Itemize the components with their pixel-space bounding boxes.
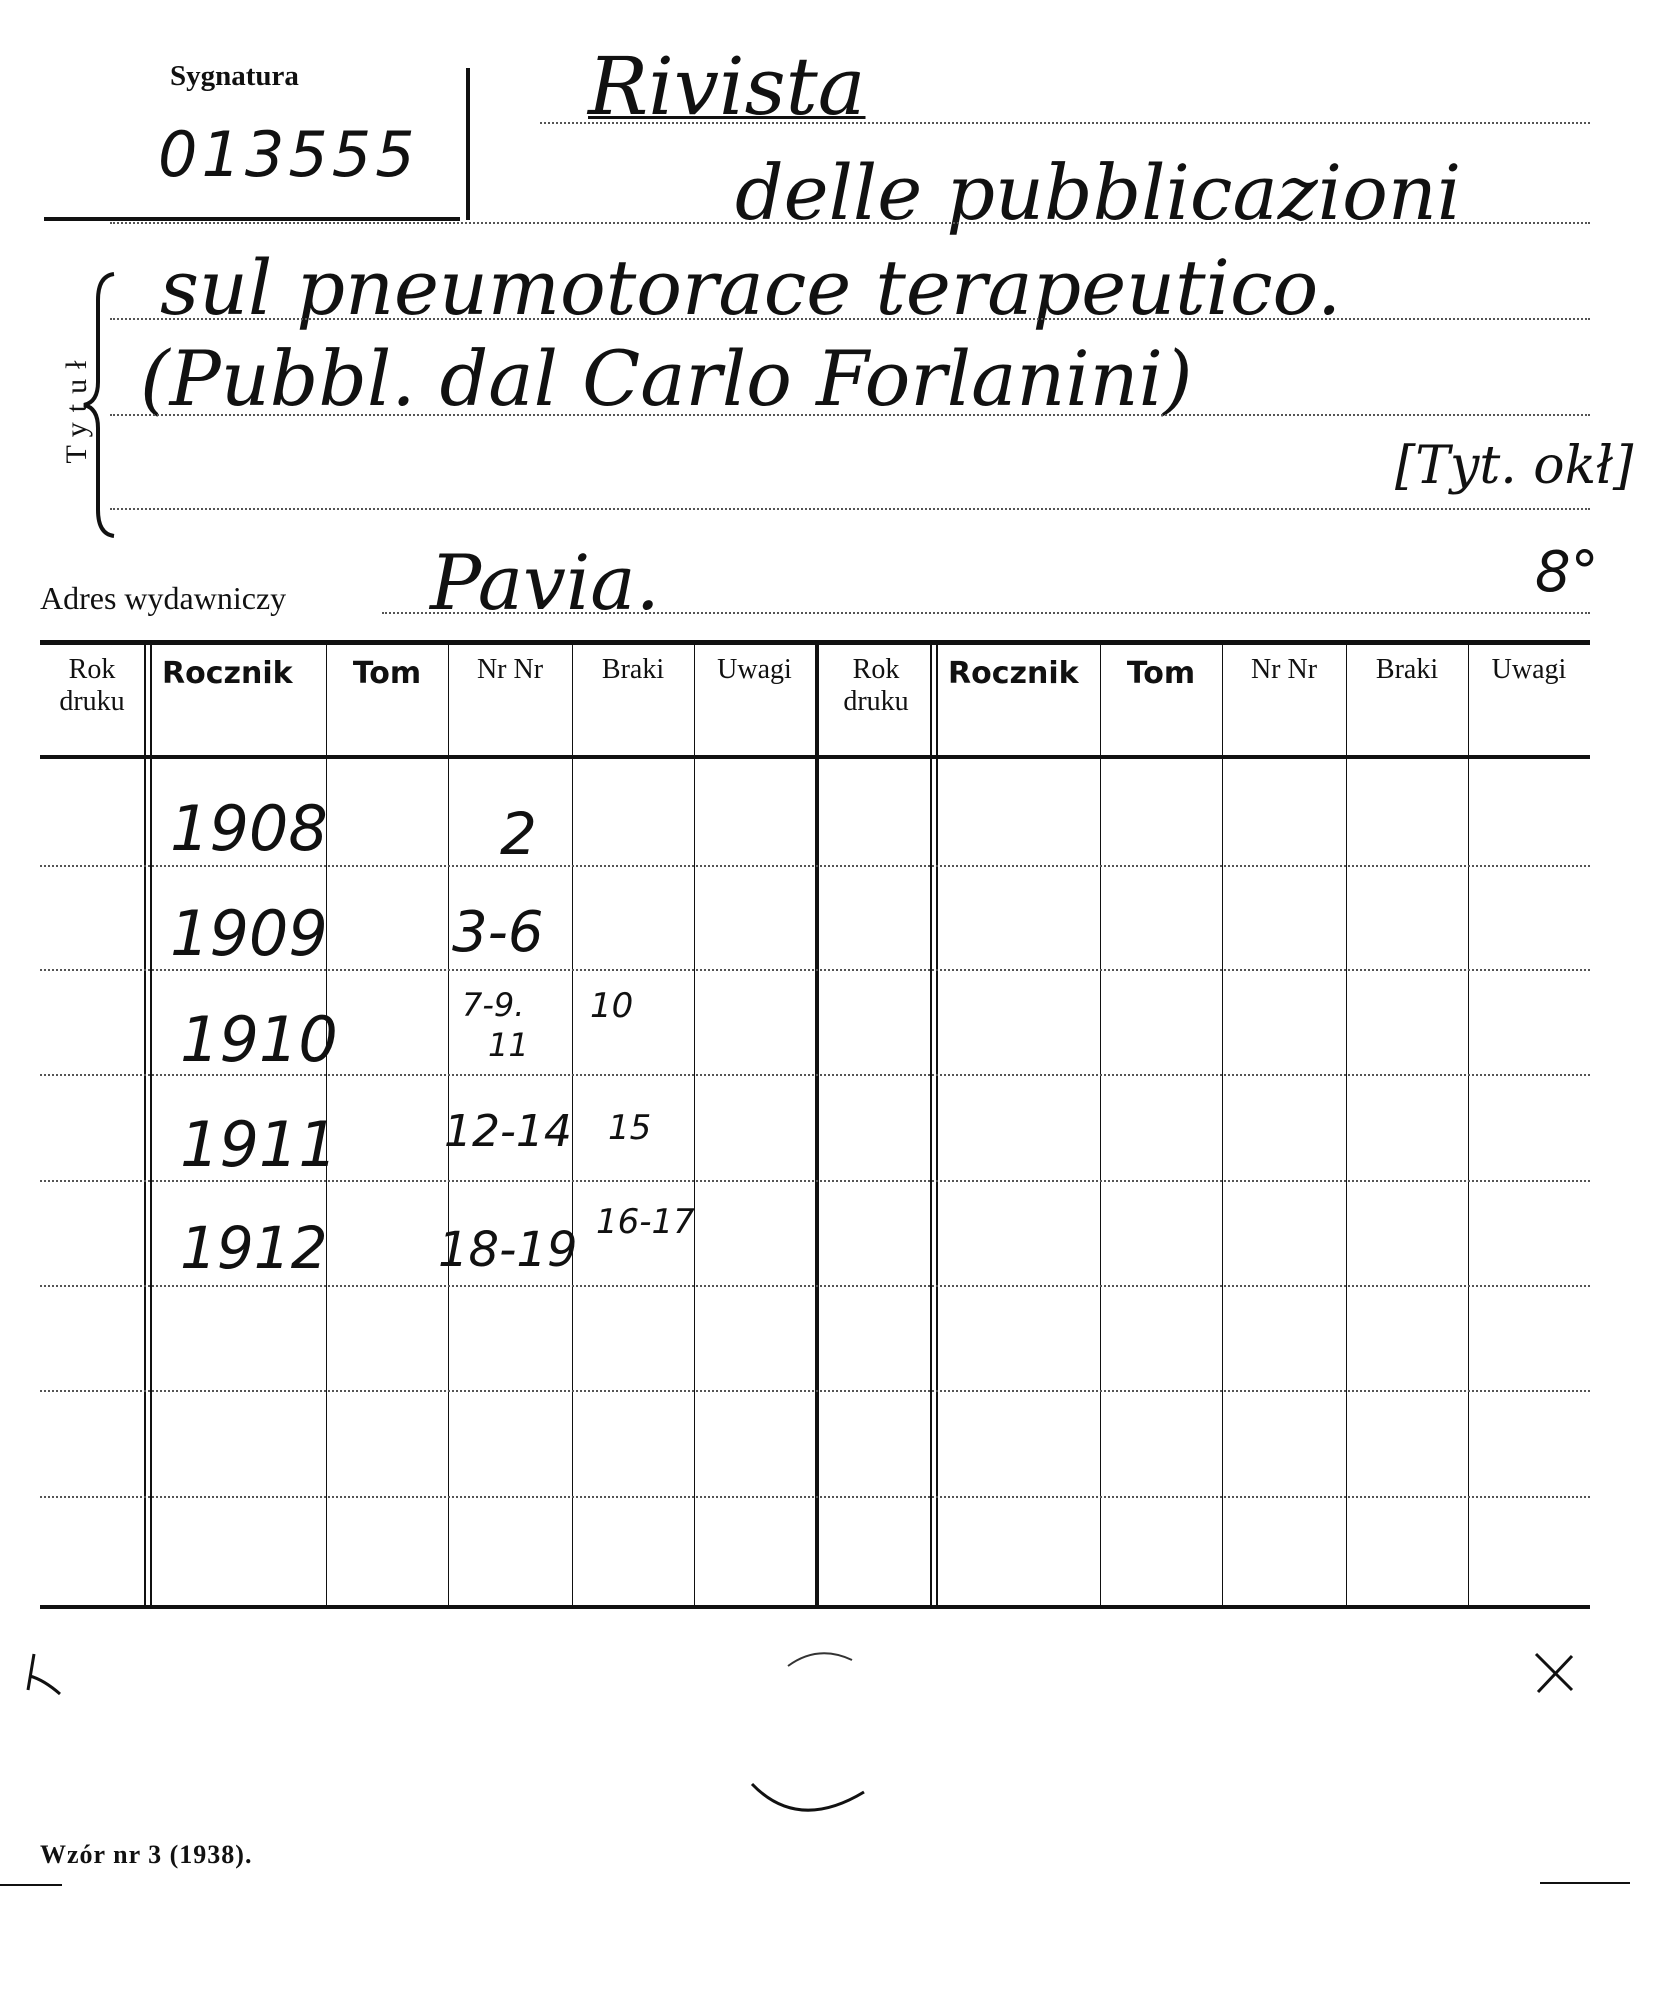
punch-arc-top-icon [780,1640,860,1670]
signature-divider [466,68,470,220]
row-dotline [40,1390,1590,1392]
row-dotline [40,1496,1590,1498]
signature-label: Sygnatura [170,60,299,92]
cell-nrnr-extra: 11 [488,1026,529,1064]
title-line-1: Rivista [588,40,866,133]
title-dotline-4 [110,414,1590,416]
cell-rocznik: 1908 [170,792,328,865]
header-nrnr-2: Nr Nr [1250,654,1318,685]
title-dotline-5 [110,508,1590,510]
cell-braki: 10 [590,986,634,1026]
form-footer: Wzór nr 3 (1938). [40,1840,253,1869]
publisher-value: Pavia. [430,538,660,627]
table-bottom-rule [40,1605,1590,1609]
cell-nrnr: 12-14 [444,1106,572,1157]
signature-bottom-rule [44,217,460,221]
col-line [1346,645,1347,1605]
header-rok-druku: Rok druku [59,654,125,717]
title-line-3: sul pneumotorace terapeutico. [160,243,1342,332]
col-line [930,645,932,1605]
publisher-dotline [382,612,1590,614]
row-dotline [40,865,1590,867]
cell-rocznik: 1909 [170,897,328,970]
row-dotline [40,1285,1590,1287]
header-tom-2: Tom [1126,656,1196,691]
col-line [694,645,695,1605]
header-nrnr: Nr Nr [476,654,544,685]
corner-mark-left-icon [24,1650,84,1700]
col-line [144,645,146,1605]
title-line-2: delle pubblicazioni [735,148,1462,237]
header-rocznik: Rocznik [162,656,293,691]
header-rok-druku-2: Rok druku [843,654,909,717]
cell-braki: 15 [608,1108,652,1148]
col-line [1222,645,1223,1605]
cell-nrnr: 3-6 [452,900,544,965]
cell-nrnr: 7-9. [462,986,525,1024]
col-line [1468,645,1469,1605]
col-line [1100,645,1101,1605]
cross-mark-icon [1530,1650,1580,1696]
format-value: 8° [1535,540,1599,605]
footer-edge-right [1540,1882,1630,1884]
cell-rocznik: 1910 [180,1003,338,1076]
cell-nrnr: 2 [500,800,537,868]
col-line [150,645,152,1605]
cell-nrnr: 18-19 [438,1222,578,1278]
title-label: Tytuł [60,350,93,464]
title-note: [Tyt. okł] [1395,436,1634,496]
signature-value: 013555 [158,118,419,191]
header-uwagi: Uwagi [717,654,792,685]
header-braki: Braki [601,654,665,685]
col-line [936,645,938,1605]
col-line [572,645,573,1605]
footer-edge-left [0,1884,62,1886]
cell-braki: 16-17 [596,1202,695,1242]
cell-rocznik: 1912 [180,1214,328,1282]
title-brace-icon [80,270,120,540]
table-center-divider [815,645,819,1605]
publisher-label: Adres wydawniczy [40,580,287,616]
title-dotline-1 [540,122,1590,124]
title-dotline-3 [110,318,1590,320]
header-braki-2: Braki [1375,654,1439,685]
title-line-4: (Pubbl. dal Carlo Forlanini) [140,334,1193,423]
header-uwagi-2: Uwagi [1491,654,1567,685]
title-dotline-2 [110,222,1590,224]
header-rocznik-2: Rocznik [948,656,1079,691]
cell-rocznik: 1911 [180,1108,338,1181]
header-tom: Tom [352,656,422,691]
punch-arc-bottom-icon [740,1750,880,1830]
